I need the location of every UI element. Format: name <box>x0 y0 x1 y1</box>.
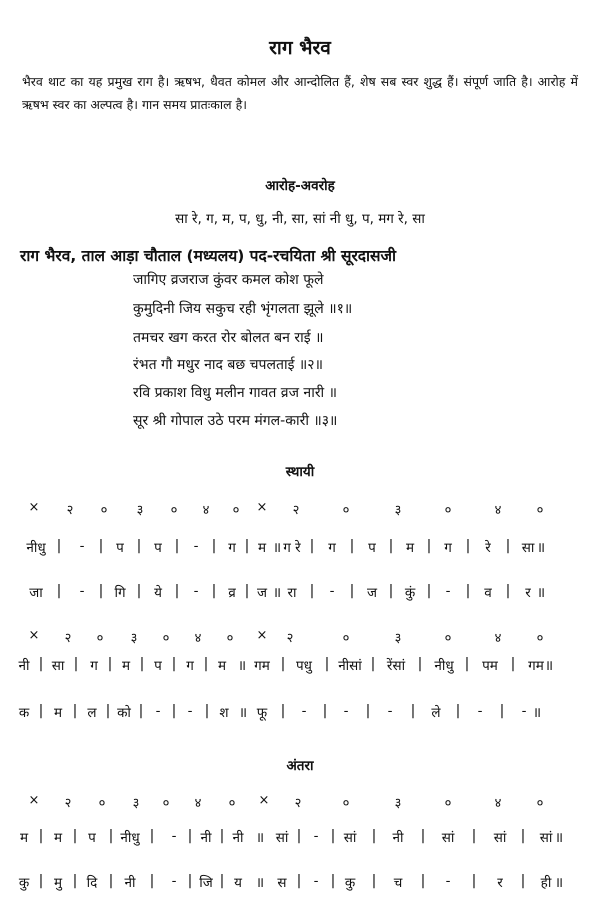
swar-cell: - <box>313 828 319 844</box>
bar-divider: | <box>426 583 432 599</box>
tal-cell: ० <box>162 796 170 811</box>
tal-cell: ० <box>96 631 104 646</box>
bol-cell: - <box>79 583 85 599</box>
bol-cell: - <box>343 703 349 719</box>
swar-cell: ग रे <box>283 540 301 556</box>
bol-cell: - <box>387 703 393 719</box>
bar-divider: | <box>72 873 78 889</box>
bar-divider: | <box>371 828 377 844</box>
bar-divider: | <box>219 828 225 844</box>
bar-divider: ॥ <box>554 875 564 891</box>
poem-line: कुमुदिनी जिय सकुच रही भृंगलता झूले ॥१॥ <box>133 301 353 317</box>
swar-cell: गम <box>528 658 544 674</box>
tal-cell: २ <box>66 503 74 518</box>
bar-divider: | <box>204 703 210 719</box>
tal-cell: ० <box>170 503 178 518</box>
bol-cell: व <box>484 585 492 601</box>
swar-cell: नी <box>232 830 244 846</box>
bol-cell: ले <box>431 705 441 721</box>
bar-divider: | <box>149 828 155 844</box>
bar-divider: | <box>388 583 394 599</box>
swar-cell: सां <box>493 830 507 846</box>
swar-cell: नीधु <box>120 830 140 846</box>
tal-cell: ३ <box>394 796 402 811</box>
tal-cell: × <box>28 793 40 808</box>
tal-cell: २ <box>292 503 300 518</box>
bar-divider: | <box>107 656 113 672</box>
swar-cell: नी <box>200 830 212 846</box>
swar-cell: - <box>171 828 177 844</box>
tal-cell: २ <box>294 796 302 811</box>
bar-divider: | <box>365 703 371 719</box>
bol-row <box>0 873 600 893</box>
swar-cell: नीसां <box>338 658 362 674</box>
poem-line: सूर श्री गोपाल उठे परम मंगल-कारी ॥३॥ <box>133 413 338 429</box>
bol-cell: - <box>155 703 161 719</box>
bol-cell: - <box>187 703 193 719</box>
swar-cell: सां <box>343 830 357 846</box>
tal-cell: × <box>28 500 40 515</box>
swar-cell: गम <box>254 658 270 674</box>
bar-divider: | <box>187 873 193 889</box>
tal-cell: × <box>258 793 270 808</box>
bar-divider: | <box>505 583 511 599</box>
swar-cell: प <box>88 830 96 846</box>
bar-divider: | <box>349 538 355 554</box>
bar-divider: | <box>471 873 477 889</box>
swar-cell: प <box>368 540 376 556</box>
swar-cell: - <box>79 538 85 554</box>
bar-divider: | <box>187 828 193 844</box>
bar-divider: | <box>73 656 79 672</box>
bol-cell: - <box>521 703 527 719</box>
tal-cell: ० <box>226 631 234 646</box>
bol-cell: ये <box>154 585 162 601</box>
bar-divider: | <box>38 828 44 844</box>
bol-cell: मु <box>53 875 63 891</box>
bar-divider: | <box>471 828 477 844</box>
bar-divider: | <box>105 703 111 719</box>
bol-cell: ज <box>366 585 378 601</box>
bar-divider: | <box>296 873 302 889</box>
bar-divider: | <box>72 828 78 844</box>
bar-divider: | <box>330 828 336 844</box>
swar-cell: पम <box>482 658 498 674</box>
bar-divider: | <box>138 703 144 719</box>
bar-divider: | <box>108 828 114 844</box>
tal-cell: ० <box>536 503 544 518</box>
bar-divider: ॥ <box>255 875 265 891</box>
bol-cell: जा <box>29 585 43 601</box>
bar-divider: | <box>388 538 394 554</box>
tal-cell: २ <box>64 631 72 646</box>
tal-cell: ३ <box>136 503 144 518</box>
bar-divider: ॥ <box>536 585 546 601</box>
swar-cell: नीधु <box>26 540 46 556</box>
bar-divider: | <box>244 583 250 599</box>
swar-row <box>0 538 600 558</box>
swar-cell: पधु <box>296 658 312 674</box>
bar-divider: | <box>324 656 330 672</box>
tal-row <box>0 793 600 813</box>
bar-divider: ॥ <box>554 830 564 846</box>
bol-cell: जि <box>199 875 213 891</box>
bar-divider: | <box>370 656 376 672</box>
bar-divider: | <box>505 538 511 554</box>
sthayi-heading: स्थायी <box>285 464 315 480</box>
tal-cell: × <box>256 500 268 515</box>
tal-cell: ४ <box>494 796 502 811</box>
bol-cell: र <box>525 585 531 601</box>
bol-cell: - <box>313 873 319 889</box>
tal-cell: ० <box>98 796 106 811</box>
tal-cell: ४ <box>202 503 210 518</box>
tal-cell: २ <box>286 631 294 646</box>
tal-cell: ४ <box>194 796 202 811</box>
swar-cell: प <box>154 658 162 674</box>
swar-cell: प <box>154 540 162 556</box>
swar-cell: नी <box>18 658 30 674</box>
swar-cell: रेंसां <box>386 658 406 674</box>
bar-divider: ॥ <box>255 830 265 846</box>
bar-divider: | <box>499 703 505 719</box>
bar-divider: | <box>510 656 516 672</box>
bar-divider: | <box>322 703 328 719</box>
bol-cell: दि <box>86 875 98 891</box>
poem-line: रंभत गौ मधुर नाद बछ चपलताई ॥२॥ <box>133 357 323 373</box>
swar-cell: रे <box>485 540 491 556</box>
bol-cell: स <box>277 875 287 891</box>
bar-divider: | <box>98 538 104 554</box>
bol-cell: - <box>329 583 335 599</box>
bol-cell: म <box>53 705 63 721</box>
tal-row <box>0 500 600 520</box>
bol-cell: र <box>497 875 503 891</box>
intro-paragraph: भैरव थाट का यह प्रमुख राग है। ऋषभ, धैवत कोमल और आन्दोलित हैं, शेष सब स्वर शुद्ध हैं। संपूर्ण जाति है। आरोह में ऋषभ स्वर का अल्पत्व है। गान समय प्रातःकाल है। <box>22 74 578 112</box>
tal-row <box>0 628 600 648</box>
page-title: राग भैरव <box>269 37 331 59</box>
bar-divider: | <box>174 583 180 599</box>
bar-divider: | <box>149 873 155 889</box>
swar-cell: सां <box>441 830 455 846</box>
bar-divider: | <box>108 873 114 889</box>
bar-divider: ॥ <box>532 705 542 721</box>
bar-divider: | <box>280 703 286 719</box>
bar-divider: | <box>455 703 461 719</box>
bol-cell: - <box>477 703 483 719</box>
bar-divider: ॥ <box>536 540 546 556</box>
swar-cell: सा <box>51 658 65 674</box>
poem-line: रवि प्रकाश विधु मलीन गावत व्रज नारी ॥ <box>133 385 338 401</box>
bar-divider: | <box>520 828 526 844</box>
tal-cell: २ <box>64 796 72 811</box>
bar-divider: ॥ <box>544 658 554 674</box>
swar-cell: सां <box>539 830 553 846</box>
bar-divider: | <box>136 583 142 599</box>
bar-divider: | <box>309 583 315 599</box>
tal-cell: ३ <box>394 503 402 518</box>
bar-divider: | <box>280 656 286 672</box>
tal-cell: ३ <box>132 796 140 811</box>
bol-cell: श <box>219 705 229 721</box>
tal-cell: ४ <box>494 503 502 518</box>
bar-divider: | <box>171 656 177 672</box>
bar-divider: | <box>371 873 377 889</box>
swar-cell: म <box>217 658 227 674</box>
swar-row <box>0 656 600 676</box>
tal-cell: ० <box>228 796 236 811</box>
swar-cell: सां <box>275 830 289 846</box>
tal-cell: × <box>28 628 40 643</box>
bar-divider: | <box>410 703 416 719</box>
bar-divider: | <box>139 656 145 672</box>
bol-cell: व्र <box>228 585 236 601</box>
bar-divider: | <box>38 703 44 719</box>
bar-divider: ॥ <box>272 540 282 556</box>
tal-cell: ० <box>536 796 544 811</box>
swar-cell: ग <box>228 540 236 556</box>
bar-divider: | <box>211 538 217 554</box>
tal-cell: ० <box>342 631 350 646</box>
composition-heading: राग भैरव, ताल आड़ा चौताल (मध्यलय) पद-रचयिता श्री सूरदासजी <box>20 247 397 265</box>
swar-cell: सा <box>521 540 535 556</box>
bar-divider: | <box>420 828 426 844</box>
swar-cell: म <box>121 658 131 674</box>
bol-cell: ही <box>540 875 552 891</box>
bol-cell: कु <box>344 875 356 891</box>
tal-cell: ४ <box>194 631 202 646</box>
tal-cell: ० <box>342 796 350 811</box>
bar-divider: | <box>203 656 209 672</box>
bar-divider: | <box>56 538 62 554</box>
bar-divider: | <box>330 873 336 889</box>
bol-cell: ल <box>87 705 97 721</box>
tal-cell: ४ <box>494 631 502 646</box>
bol-row <box>0 703 600 723</box>
bar-divider: | <box>72 703 78 719</box>
tal-cell: ० <box>536 631 544 646</box>
antara-heading: अंतरा <box>286 758 314 774</box>
bar-divider: | <box>465 583 471 599</box>
bol-cell: ज <box>256 585 268 601</box>
tal-cell: × <box>256 628 268 643</box>
tal-cell: ० <box>444 796 452 811</box>
bar-divider: | <box>38 873 44 889</box>
bar-divider: | <box>171 703 177 719</box>
swar-cell: म <box>53 830 63 846</box>
swar-cell: नी <box>392 830 404 846</box>
bar-divider: ॥ <box>238 705 248 721</box>
aroh-avroh-scale: सा रे, ग, म, प, धु, नी, सा, सां नी धु, प, मग रे, सा <box>175 211 425 227</box>
swar-row <box>0 828 600 848</box>
tal-cell: ० <box>232 503 240 518</box>
bar-divider: | <box>136 538 142 554</box>
swar-cell: नीधु <box>434 658 454 674</box>
poem-line: तमचर खग करत रोर बोलत बन राई ॥ <box>133 330 324 346</box>
tal-cell: ० <box>444 503 452 518</box>
bar-divider: | <box>465 538 471 554</box>
tal-cell: ० <box>444 631 452 646</box>
bol-cell: य <box>234 875 242 891</box>
bol-cell: च <box>393 875 403 891</box>
tal-cell: ० <box>342 503 350 518</box>
swar-cell: ग <box>90 658 98 674</box>
swar-cell: म <box>19 830 29 846</box>
bol-cell: नी <box>124 875 136 891</box>
bar-divider: | <box>417 656 423 672</box>
swar-cell: ग <box>186 658 194 674</box>
bar-divider: | <box>520 873 526 889</box>
bar-divider: | <box>309 538 315 554</box>
tal-cell: ० <box>162 631 170 646</box>
bar-divider: | <box>420 873 426 889</box>
bar-divider: | <box>56 583 62 599</box>
bar-divider: | <box>464 656 470 672</box>
bar-divider: | <box>296 828 302 844</box>
swar-cell: - <box>193 538 199 554</box>
aroh-heading: आरोह-अवरोह <box>265 178 335 194</box>
bol-cell: कु <box>18 875 30 891</box>
bol-cell: - <box>171 873 177 889</box>
bar-divider: | <box>244 538 250 554</box>
bol-cell: को <box>117 705 131 721</box>
bar-divider: ॥ <box>237 658 247 674</box>
bol-cell: - <box>301 703 307 719</box>
poem-line: जागिए व्रजराज कुंवर कमल कोश फूले <box>133 272 324 288</box>
bar-divider: | <box>426 538 432 554</box>
bol-cell: गि <box>114 585 126 601</box>
tal-cell: ३ <box>394 631 402 646</box>
bol-cell: कुं <box>404 585 416 601</box>
swar-cell: म <box>257 540 267 556</box>
bar-divider: | <box>98 583 104 599</box>
bol-cell: फू <box>256 705 268 721</box>
bol-cell: - <box>445 583 451 599</box>
bar-divider: | <box>211 583 217 599</box>
swar-cell: ग <box>328 540 336 556</box>
tal-cell: ० <box>100 503 108 518</box>
bar-divider: | <box>38 656 44 672</box>
bar-divider: | <box>219 873 225 889</box>
bol-cell: क <box>18 705 30 721</box>
tal-cell: ३ <box>130 631 138 646</box>
bol-cell: - <box>445 873 451 889</box>
bar-divider: | <box>349 583 355 599</box>
swar-cell: म <box>405 540 415 556</box>
bar-divider: | <box>174 538 180 554</box>
bol-row <box>0 583 600 603</box>
bol-cell: रा <box>287 585 297 601</box>
swar-cell: प <box>116 540 124 556</box>
swar-cell: ग <box>444 540 452 556</box>
bol-cell: - <box>193 583 199 599</box>
bar-divider: ॥ <box>272 585 282 601</box>
